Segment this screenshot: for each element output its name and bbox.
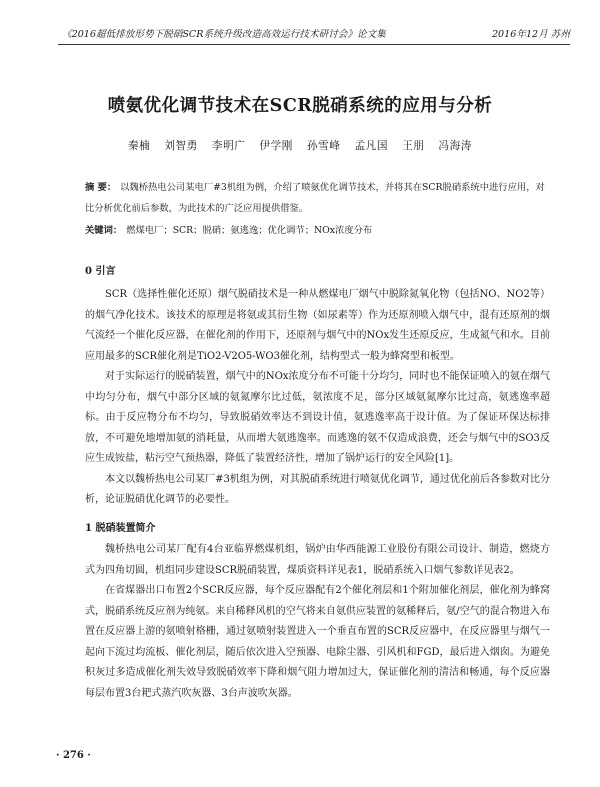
keywords-label: 关键词： xyxy=(85,225,123,236)
abstract xyxy=(85,178,550,219)
header-proceedings-title: 《2016超低排放形势下脱硝SCR系统升级改造高效运行技术研讨会》论文集 xyxy=(62,29,386,40)
keywords xyxy=(85,221,550,241)
paper-title: 喷氨优化调节技术在SCR脱硝系统的应用与分析 xyxy=(107,96,493,116)
paragraph: 本文以魏桥热电公司某厂#3机组为例，对其脱硝系统进行喷氨优化调节，通过优化前后各参数对比分析，论证脱硝优化调节的必要性。 xyxy=(85,473,550,505)
header-date-location: 2016年12月 苏州 xyxy=(491,29,570,40)
header-divider xyxy=(58,44,570,45)
author-list: 秦楠 刘智勇 李明广 伊学刚 孙雪峰 孟凡国 王朋 冯海涛 xyxy=(127,140,473,152)
paragraph: 对于实际运行的脱硝装置，烟气中的NOx浓度分布不可能十分均匀，同时也不能保证喷入的氨在烟气中均匀分布，烟气中部分区域的氨氮摩尔比过低，氨浓度不足，部分区域氨氮摩尔比过高，氨逃逸率超标。由于反应物分布不均匀，导致脱硝效率达不到设计值，氨逃逸率高于设计值。为了保证环保达标排放，不可避免地增加氨的消耗量，从而增大氨逃逸率。而逃逸的氨不仅造成浪费，还会与烟气中的SO3反应生成铵盐，粘污空气预热器，降低了装置经济性，增加了锅炉运行的安全风险[1]。 xyxy=(85,371,550,464)
section1-body xyxy=(85,540,550,704)
intro-body xyxy=(85,285,550,511)
section-heading-1: 1 脱硝装置简介 xyxy=(85,523,156,534)
keywords-text: 燃煤电厂；SCR；脱硝；氨逃逸；优化调节；NOx浓度分布 xyxy=(126,225,373,236)
section-heading-intro: 0 引言 xyxy=(85,266,116,277)
paragraph: 魏桥热电公司某厂配有4台亚临界燃煤机组，锅炉由华西能源工业股份有限公司设计、制造，燃烧方式为四角切圆，机组同步建设SCR脱硝装置，煤质资料详见表1，脱硝系统入口烟气参数详见表2。 xyxy=(85,544,550,576)
abstract-label: 摘 要： xyxy=(85,182,117,193)
paragraph: 在省煤器出口布置2个SCR反应器，每个反应器配有2个催化剂层和1个附加催化剂层，催化剂为蜂窝式，脱硝系统反应剂为纯氨。来自稀释风机的空气将来自氨供应装置的氨稀释后，氨/空气的混合物进入布置在反应器上游的氨喷射格栅，通过氨喷射装置进入一个垂直布置的SCR反应器中，在反应器里与烟气一起向下流过均流板、催化剂层，随后依次进入空预器、电除尘器、引风机和FGD，最后进入烟囱。为避免积灰过多造成催化剂失效导致脱硝效率下降和烟气阻力增加过大，保证催化剂的清洁和畅通，每个反应器每层布置3台耙式蒸汽吹灰器、3台声波吹灰器。 xyxy=(85,585,550,699)
abstract-text: 以魏桥热电公司某电厂#3机组为例，介绍了喷氨优化调节技术，并将其在SCR脱硝系统中进行应用，对比分析优化前后参数，为此技术的广泛应用提供借鉴。 xyxy=(85,182,545,214)
page-number: · 276 · xyxy=(56,750,91,761)
paragraph: SCR（选择性催化还原）烟气脱硝技术是一种从燃煤电厂烟气中脱除氮氧化物（包括NO、NO2等）的烟气净化技术。该技术的原理是将氨或其衍生物（如尿素等）作为还原剂喷入烟气中，混有还原剂的烟气流经一个催化反应器，在催化剂的作用下，还原剂与烟气中的NOx发生还原反应，生成氮气和水。目前应用最多的SCR催化剂是TiO2-V2O5-WO3催化剂，结构型式一般为蜂窝型和板型。 xyxy=(85,289,550,362)
